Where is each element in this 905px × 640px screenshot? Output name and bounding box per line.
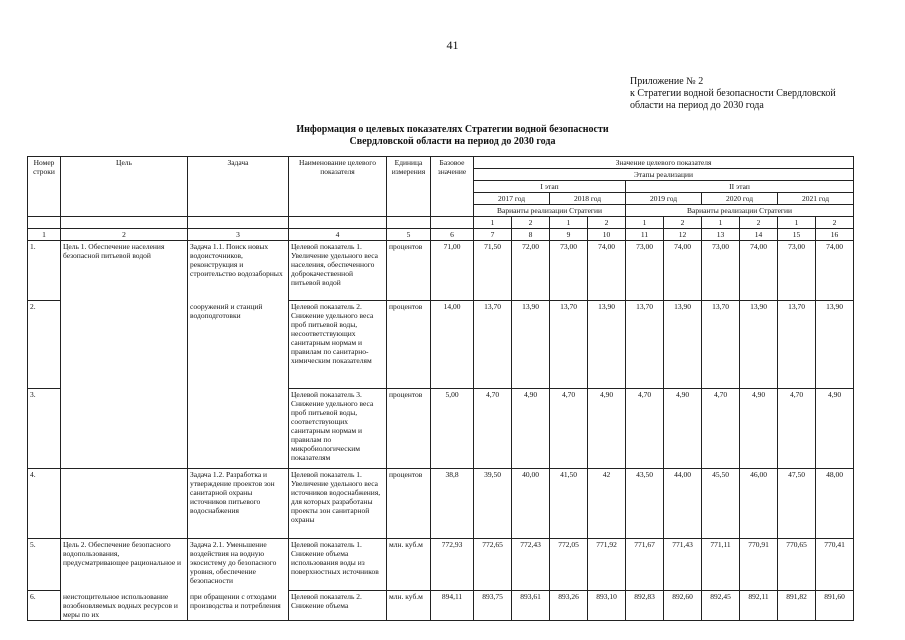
appendix-note bbox=[630, 76, 836, 112]
header-unit: Единица измерения bbox=[387, 157, 431, 217]
target-value: 13,90 bbox=[512, 301, 550, 389]
header-col-blank bbox=[188, 217, 289, 229]
column-number: 4 bbox=[289, 229, 387, 241]
unit: процентов bbox=[387, 389, 431, 469]
header-goal: Цель bbox=[61, 157, 188, 217]
target-value: 74,00 bbox=[588, 241, 626, 301]
target-value: 892,60 bbox=[664, 591, 702, 621]
header-indicator-name: Наименование целевого показателя bbox=[289, 157, 387, 217]
target-value: 13,70 bbox=[474, 301, 512, 389]
header-col-blank bbox=[289, 217, 387, 229]
task-1-2: Задача 1.2. Разработка и утверждение проектов зон санитарной охраны источников питьевого водоснабжения bbox=[188, 469, 289, 539]
target-value: 74,00 bbox=[664, 241, 702, 301]
header-year-2018: 2018 год bbox=[550, 193, 626, 205]
target-value: 41,50 bbox=[550, 469, 588, 539]
column-number: 10 bbox=[588, 229, 626, 241]
column-number: 14 bbox=[740, 229, 778, 241]
row-number: 1. bbox=[28, 241, 61, 301]
header-year-2020: 2020 год bbox=[702, 193, 778, 205]
table-row bbox=[28, 469, 854, 539]
column-number: 3 bbox=[188, 229, 289, 241]
header-col-blank bbox=[387, 217, 431, 229]
column-number: 12 bbox=[664, 229, 702, 241]
variant-number: 1 bbox=[626, 217, 664, 229]
target-value: 74,00 bbox=[816, 241, 854, 301]
variant-number: 2 bbox=[512, 217, 550, 229]
target-value: 772,05 bbox=[550, 539, 588, 591]
target-value: 42 bbox=[588, 469, 626, 539]
target-value: 13,90 bbox=[588, 301, 626, 389]
unit: процентов bbox=[387, 241, 431, 301]
header-year-2017: 2017 год bbox=[474, 193, 550, 205]
indicator-name: Целевой показатель 1. Увеличение удельного веса населения, обеспеченного доброкачественной питьевой водой bbox=[289, 241, 387, 301]
variant-number: 1 bbox=[550, 217, 588, 229]
target-value: 13,70 bbox=[702, 301, 740, 389]
indicator-name: Целевой показатель 3. Снижение удельного веса проб питьевой воды, соответствующих санитарным нормам и правилам по микробиологическим показателям bbox=[289, 389, 387, 469]
target-value: 771,92 bbox=[588, 539, 626, 591]
table-row bbox=[28, 591, 854, 621]
variant-number: 2 bbox=[816, 217, 854, 229]
target-value: 39,50 bbox=[474, 469, 512, 539]
header-variants-stage-2: Варианты реализации Стратегии bbox=[626, 205, 854, 217]
target-value: 45,50 bbox=[702, 469, 740, 539]
header-target-value: Значение целевого показателя bbox=[474, 157, 854, 169]
target-value: 4,70 bbox=[626, 389, 664, 469]
target-value: 72,00 bbox=[512, 241, 550, 301]
header-stages: Этапы реализации bbox=[474, 169, 854, 181]
task-1-1: Задача 1.1. Поиск новых водоисточников, реконструкция и строительство водозаборных bbox=[188, 241, 289, 301]
appendix-line-3: области на период до 2030 года bbox=[630, 100, 764, 111]
task-2-1: Задача 2.1. Уменьшение воздействия на водную экосистему до безопасного уровня, обеспечение безопасности bbox=[188, 539, 289, 591]
target-value: 4,90 bbox=[740, 389, 778, 469]
task-2-1-continued: при обращении с отходами производства и потребления bbox=[188, 591, 289, 621]
variant-number: 1 bbox=[702, 217, 740, 229]
target-value: 893,61 bbox=[512, 591, 550, 621]
column-number: 7 bbox=[474, 229, 512, 241]
unit: млн. куб.м bbox=[387, 591, 431, 621]
row-number: 4. bbox=[28, 469, 61, 539]
target-value: 891,60 bbox=[816, 591, 854, 621]
target-value: 40,00 bbox=[512, 469, 550, 539]
column-number: 6 bbox=[431, 229, 474, 241]
target-value: 43,50 bbox=[626, 469, 664, 539]
variant-number: 2 bbox=[588, 217, 626, 229]
target-value: 46,00 bbox=[740, 469, 778, 539]
target-value: 771,11 bbox=[702, 539, 740, 591]
target-value: 892,45 bbox=[702, 591, 740, 621]
header-col-blank bbox=[61, 217, 188, 229]
header-task: Задача bbox=[188, 157, 289, 217]
target-value: 4,90 bbox=[588, 389, 626, 469]
header-stage-1: I этап bbox=[474, 181, 626, 193]
header-base-value: Базовое значение bbox=[431, 157, 474, 217]
variant-number: 1 bbox=[778, 217, 816, 229]
variant-number: 1 bbox=[474, 217, 512, 229]
base-value: 71,00 bbox=[431, 241, 474, 301]
target-value: 13,90 bbox=[664, 301, 702, 389]
target-value: 4,70 bbox=[550, 389, 588, 469]
target-value: 770,41 bbox=[816, 539, 854, 591]
goal-2-continued: неистощительное использование возобновляемых водных ресурсов и меры по их bbox=[61, 591, 188, 621]
appendix-line-2: к Стратегии водной безопасности Свердловской bbox=[630, 88, 836, 99]
target-value: 13,70 bbox=[626, 301, 664, 389]
target-value: 44,00 bbox=[664, 469, 702, 539]
target-value: 48,00 bbox=[816, 469, 854, 539]
table-row bbox=[28, 241, 854, 301]
column-number: 16 bbox=[816, 229, 854, 241]
indicators-table bbox=[27, 156, 854, 621]
header-col-blank bbox=[431, 217, 474, 229]
header-col-blank bbox=[28, 217, 61, 229]
header-row-number: Номер строки bbox=[28, 157, 61, 217]
base-value: 14,00 bbox=[431, 301, 474, 389]
target-value: 770,91 bbox=[740, 539, 778, 591]
target-value: 771,67 bbox=[626, 539, 664, 591]
appendix-line-1: Приложение № 2 bbox=[630, 76, 704, 87]
target-value: 74,00 bbox=[740, 241, 778, 301]
column-number: 9 bbox=[550, 229, 588, 241]
target-value: 13,70 bbox=[778, 301, 816, 389]
title-line-1: Информация о целевых показателях Стратегии водной безопасности bbox=[296, 124, 609, 135]
target-value: 892,83 bbox=[626, 591, 664, 621]
target-value: 893,75 bbox=[474, 591, 512, 621]
target-value: 771,43 bbox=[664, 539, 702, 591]
table-row bbox=[28, 539, 854, 591]
target-value: 4,90 bbox=[512, 389, 550, 469]
variant-number: 2 bbox=[740, 217, 778, 229]
base-value: 38,8 bbox=[431, 469, 474, 539]
target-value: 13,90 bbox=[816, 301, 854, 389]
base-value: 894,11 bbox=[431, 591, 474, 621]
target-value: 4,90 bbox=[816, 389, 854, 469]
goal-2: Цель 2. Обеспечение безопасного водопользования, предусматривающее рациональное и bbox=[61, 539, 188, 591]
target-value: 13,90 bbox=[740, 301, 778, 389]
target-value: 4,70 bbox=[702, 389, 740, 469]
indicator-name: Целевой показатель 2. Снижение удельного веса проб питьевой воды, несоответствующих санитарным нормам и правилам по санитарно-химическим показателям bbox=[289, 301, 387, 389]
target-value: 73,00 bbox=[778, 241, 816, 301]
base-value: 5,00 bbox=[431, 389, 474, 469]
column-number: 15 bbox=[778, 229, 816, 241]
target-value: 73,00 bbox=[702, 241, 740, 301]
row-number: 5. bbox=[28, 539, 61, 591]
column-number: 13 bbox=[702, 229, 740, 241]
header-year-2021: 2021 год bbox=[778, 193, 854, 205]
column-number: 2 bbox=[61, 229, 188, 241]
indicator-name: Целевой показатель 1. Снижение объема использования воды из поверхностных источников bbox=[289, 539, 387, 591]
row-number: 2. bbox=[28, 301, 61, 389]
unit: процентов bbox=[387, 469, 431, 539]
unit: процентов bbox=[387, 301, 431, 389]
target-value: 71,50 bbox=[474, 241, 512, 301]
header-year-2019: 2019 год bbox=[626, 193, 702, 205]
target-value: 893,10 bbox=[588, 591, 626, 621]
indicator-name: Целевой показатель 2. Снижение объема bbox=[289, 591, 387, 621]
header-variants-stage-1: Варианты реализации Стратегии bbox=[474, 205, 626, 217]
target-value: 73,00 bbox=[626, 241, 664, 301]
target-value: 770,65 bbox=[778, 539, 816, 591]
document-title bbox=[0, 124, 905, 148]
column-number: 5 bbox=[387, 229, 431, 241]
column-number: 8 bbox=[512, 229, 550, 241]
column-number: 11 bbox=[626, 229, 664, 241]
task-1-1-continued: сооружений и станций водоподготовки bbox=[188, 301, 289, 469]
target-value: 4,90 bbox=[664, 389, 702, 469]
variant-number: 2 bbox=[664, 217, 702, 229]
target-value: 4,70 bbox=[778, 389, 816, 469]
target-value: 891,82 bbox=[778, 591, 816, 621]
goal-1-continued bbox=[61, 469, 188, 539]
row-number: 6. bbox=[28, 591, 61, 621]
page-number: 41 bbox=[446, 38, 459, 52]
title-line-2: Свердловской области на период до 2030 года bbox=[349, 136, 556, 147]
indicator-name: Целевой показатель 1. Увеличение удельного веса источников водоснабжения, для которых разработаны проекты зон санитарной охраны bbox=[289, 469, 387, 539]
row-number: 3. bbox=[28, 389, 61, 469]
target-value: 73,00 bbox=[550, 241, 588, 301]
target-value: 892,11 bbox=[740, 591, 778, 621]
target-value: 4,70 bbox=[474, 389, 512, 469]
goal-1: Цель 1. Обеспечение населения безопасной питьевой водой bbox=[61, 241, 188, 469]
column-number: 1 bbox=[28, 229, 61, 241]
base-value: 772,93 bbox=[431, 539, 474, 591]
target-value: 893,26 bbox=[550, 591, 588, 621]
target-value: 47,50 bbox=[778, 469, 816, 539]
header-stage-2: II этап bbox=[626, 181, 854, 193]
unit: млн. куб.м bbox=[387, 539, 431, 591]
target-value: 772,65 bbox=[474, 539, 512, 591]
target-value: 772,43 bbox=[512, 539, 550, 591]
target-value: 13,70 bbox=[550, 301, 588, 389]
